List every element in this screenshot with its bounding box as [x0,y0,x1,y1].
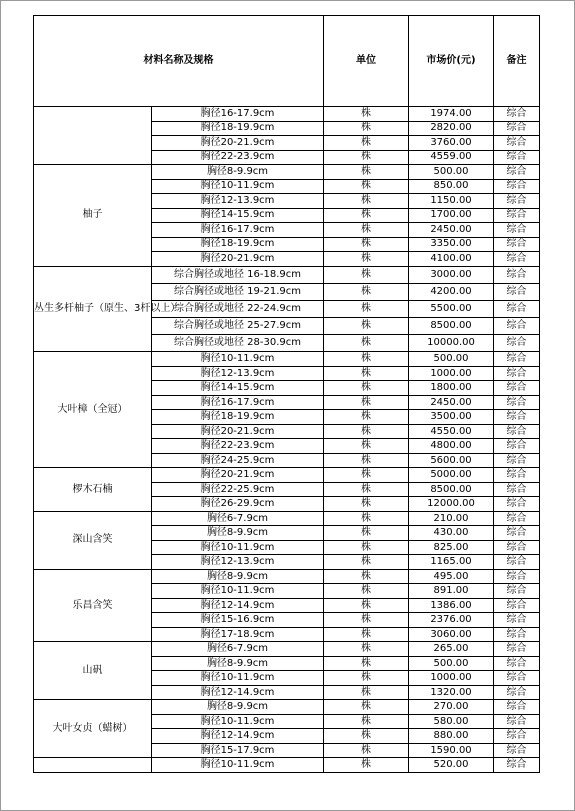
unit-cell: 株 [324,758,409,773]
price-cell: 1165.00 [409,555,494,570]
price-cell: 270.00 [409,700,494,715]
unit-cell: 株 [324,700,409,715]
price-cell: 4550.00 [409,424,494,439]
price-cell: 5600.00 [409,453,494,468]
price-cell: 210.00 [409,511,494,526]
unit-cell: 株 [324,237,409,252]
note-cell: 综合 [494,381,540,396]
spec-cell: 综合胸径或地径 22-24.9cm [152,300,324,317]
spec-cell: 胸径10-11.9cm [152,179,324,194]
spec-cell: 胸径8-9.9cm [152,165,324,180]
unit-cell: 株 [324,252,409,267]
price-cell: 891.00 [409,584,494,599]
unit-cell: 株 [324,121,409,136]
unit-cell: 株 [324,685,409,700]
table-row [34,642,540,657]
material-name: 山矾 [34,642,152,700]
spec-cell: 综合胸径或地径 16-18.9cm [152,266,324,283]
note-cell: 综合 [494,439,540,454]
note-cell: 综合 [494,671,540,686]
unit-cell: 株 [324,729,409,744]
spec-cell: 胸径8-9.9cm [152,526,324,541]
unit-cell: 株 [324,613,409,628]
price-cell: 8500.00 [409,318,494,335]
unit-cell: 株 [324,714,409,729]
note-cell: 综合 [494,237,540,252]
note-cell: 综合 [494,223,540,238]
note-cell: 综合 [494,150,540,165]
material-name: 椤木石楠 [34,468,152,512]
note-cell: 综合 [494,395,540,410]
note-cell: 综合 [494,453,540,468]
price-cell: 4100.00 [409,252,494,267]
price-cell: 265.00 [409,642,494,657]
unit-cell: 株 [324,497,409,512]
price-cell: 880.00 [409,729,494,744]
spec-cell: 胸径12-14.9cm [152,598,324,613]
unit-cell: 株 [324,642,409,657]
material-name [34,758,152,773]
header-name-spec: 材料名称及规格 [34,16,324,107]
spec-cell: 胸径16-17.9cm [152,223,324,238]
table-row [34,165,540,180]
spec-cell: 胸径20-21.9cm [152,468,324,483]
unit-cell: 株 [324,584,409,599]
spec-cell: 胸径17-18.9cm [152,627,324,642]
unit-cell: 株 [324,482,409,497]
table-row [34,352,540,367]
unit-cell: 株 [324,366,409,381]
spec-cell: 胸径20-21.9cm [152,136,324,151]
unit-cell: 株 [324,223,409,238]
note-cell: 综合 [494,424,540,439]
price-table [33,15,540,773]
price-table-body [34,16,540,773]
header-price: 市场价(元) [409,16,494,107]
note-cell: 综合 [494,569,540,584]
unit-cell: 株 [324,136,409,151]
note-cell: 综合 [494,729,540,744]
table-row [34,107,540,122]
note-cell: 综合 [494,194,540,209]
material-name [34,107,152,165]
note-cell: 综合 [494,121,540,136]
note-cell: 综合 [494,685,540,700]
price-cell: 3060.00 [409,627,494,642]
table-row [34,468,540,483]
unit-cell: 株 [324,283,409,300]
note-cell: 综合 [494,526,540,541]
material-name: 柚子 [34,165,152,267]
price-cell: 2450.00 [409,223,494,238]
unit-cell: 株 [324,352,409,367]
price-cell: 850.00 [409,179,494,194]
price-cell: 12000.00 [409,497,494,512]
price-cell: 500.00 [409,352,494,367]
table-row [34,758,540,773]
spec-cell: 胸径18-19.9cm [152,237,324,252]
note-cell: 综合 [494,598,540,613]
header-row [34,16,540,107]
note-cell: 综合 [494,511,540,526]
spec-cell: 胸径20-21.9cm [152,424,324,439]
unit-cell: 株 [324,318,409,335]
price-cell: 430.00 [409,526,494,541]
material-name: 深山含笑 [34,511,152,569]
price-cell: 520.00 [409,758,494,773]
price-cell: 3000.00 [409,266,494,283]
unit-cell: 株 [324,335,409,352]
note-cell: 综合 [494,136,540,151]
price-cell: 1700.00 [409,208,494,223]
spec-cell: 综合胸径或地径 28-30.9cm [152,335,324,352]
spec-cell: 胸径24-25.9cm [152,453,324,468]
note-cell: 综合 [494,627,540,642]
unit-cell: 株 [324,208,409,223]
note-cell: 综合 [494,266,540,283]
material-name: 大叶樟（全冠） [34,352,152,468]
unit-cell: 株 [324,410,409,425]
spec-cell: 胸径18-19.9cm [152,121,324,136]
spec-cell: 综合胸径或地径 19-21.9cm [152,283,324,300]
unit-cell: 株 [324,540,409,555]
spec-cell: 胸径26-29.9cm [152,497,324,512]
unit-cell: 株 [324,194,409,209]
note-cell: 综合 [494,540,540,555]
spec-cell: 胸径22-25.9cm [152,482,324,497]
unit-cell: 株 [324,627,409,642]
price-cell: 10000.00 [409,335,494,352]
unit-cell: 株 [324,511,409,526]
spec-cell: 胸径6-7.9cm [152,642,324,657]
header-note: 备注 [494,16,540,107]
price-cell: 5500.00 [409,300,494,317]
price-cell: 500.00 [409,656,494,671]
note-cell: 综合 [494,208,540,223]
price-cell: 580.00 [409,714,494,729]
unit-cell: 株 [324,439,409,454]
header-unit: 单位 [324,16,409,107]
note-cell: 综合 [494,743,540,758]
price-cell: 1000.00 [409,366,494,381]
price-cell: 1000.00 [409,671,494,686]
spec-cell: 胸径10-11.9cm [152,758,324,773]
note-cell: 综合 [494,352,540,367]
spec-cell: 胸径8-9.9cm [152,569,324,584]
price-cell: 5000.00 [409,468,494,483]
spec-cell: 胸径10-11.9cm [152,540,324,555]
price-cell: 1974.00 [409,107,494,122]
price-cell: 2820.00 [409,121,494,136]
spec-cell: 胸径16-17.9cm [152,395,324,410]
spec-cell: 胸径14-15.9cm [152,208,324,223]
unit-cell: 株 [324,165,409,180]
spec-cell: 胸径10-11.9cm [152,671,324,686]
note-cell: 综合 [494,410,540,425]
note-cell: 综合 [494,758,540,773]
material-name: 乐昌含笑 [34,569,152,642]
spec-cell: 胸径20-21.9cm [152,252,324,267]
price-cell: 2376.00 [409,613,494,628]
spec-cell: 胸径12-13.9cm [152,366,324,381]
spec-cell: 胸径12-14.9cm [152,729,324,744]
note-cell: 综合 [494,335,540,352]
unit-cell: 株 [324,555,409,570]
note-cell: 综合 [494,468,540,483]
price-cell: 1800.00 [409,381,494,396]
spec-cell: 胸径18-19.9cm [152,410,324,425]
note-cell: 综合 [494,179,540,194]
price-cell: 4559.00 [409,150,494,165]
material-name: 大叶女贞（蜡树） [34,700,152,758]
note-cell: 综合 [494,555,540,570]
unit-cell: 株 [324,468,409,483]
price-cell: 4800.00 [409,439,494,454]
table-row [34,569,540,584]
note-cell: 综合 [494,366,540,381]
spec-cell: 胸径22-23.9cm [152,150,324,165]
table-row [34,700,540,715]
price-cell: 1150.00 [409,194,494,209]
note-cell: 综合 [494,700,540,715]
price-cell: 4200.00 [409,283,494,300]
price-cell: 2450.00 [409,395,494,410]
table-row [34,266,540,283]
price-cell: 1386.00 [409,598,494,613]
note-cell: 综合 [494,318,540,335]
price-cell: 8500.00 [409,482,494,497]
unit-cell: 株 [324,150,409,165]
price-cell: 1590.00 [409,743,494,758]
table-row [34,511,540,526]
price-cell: 500.00 [409,165,494,180]
price-cell: 3350.00 [409,237,494,252]
note-cell: 综合 [494,165,540,180]
spec-cell: 胸径22-23.9cm [152,439,324,454]
spec-cell: 胸径15-17.9cm [152,743,324,758]
note-cell: 综合 [494,283,540,300]
spec-cell: 胸径10-11.9cm [152,714,324,729]
spec-cell: 胸径12-13.9cm [152,194,324,209]
spec-cell: 胸径10-11.9cm [152,584,324,599]
price-cell: 3500.00 [409,410,494,425]
unit-cell: 株 [324,381,409,396]
unit-cell: 株 [324,743,409,758]
spec-cell: 胸径14-15.9cm [152,381,324,396]
price-cell: 3760.00 [409,136,494,151]
unit-cell: 株 [324,266,409,283]
unit-cell: 株 [324,569,409,584]
unit-cell: 株 [324,107,409,122]
note-cell: 综合 [494,714,540,729]
note-cell: 综合 [494,584,540,599]
unit-cell: 株 [324,656,409,671]
note-cell: 综合 [494,107,540,122]
spec-cell: 胸径10-11.9cm [152,352,324,367]
note-cell: 综合 [494,252,540,267]
unit-cell: 株 [324,453,409,468]
note-cell: 综合 [494,497,540,512]
spec-cell: 胸径16-17.9cm [152,107,324,122]
spec-cell: 胸径12-13.9cm [152,555,324,570]
unit-cell: 株 [324,671,409,686]
note-cell: 综合 [494,642,540,657]
note-cell: 综合 [494,482,540,497]
note-cell: 综合 [494,613,540,628]
spec-cell: 综合胸径或地径 25-27.9cm [152,318,324,335]
unit-cell: 株 [324,598,409,613]
unit-cell: 株 [324,179,409,194]
unit-cell: 株 [324,395,409,410]
spec-cell: 胸径8-9.9cm [152,700,324,715]
price-cell: 1320.00 [409,685,494,700]
spec-cell: 胸径12-14.9cm [152,685,324,700]
spec-cell: 胸径6-7.9cm [152,511,324,526]
spec-cell: 胸径8-9.9cm [152,656,324,671]
unit-cell: 株 [324,526,409,541]
spec-cell: 胸径15-16.9cm [152,613,324,628]
unit-cell: 株 [324,424,409,439]
note-cell: 综合 [494,300,540,317]
price-cell: 825.00 [409,540,494,555]
material-name: 丛生多杆柚子（原生、3杆以上） [34,266,152,352]
price-cell: 495.00 [409,569,494,584]
unit-cell: 株 [324,300,409,317]
note-cell: 综合 [494,656,540,671]
